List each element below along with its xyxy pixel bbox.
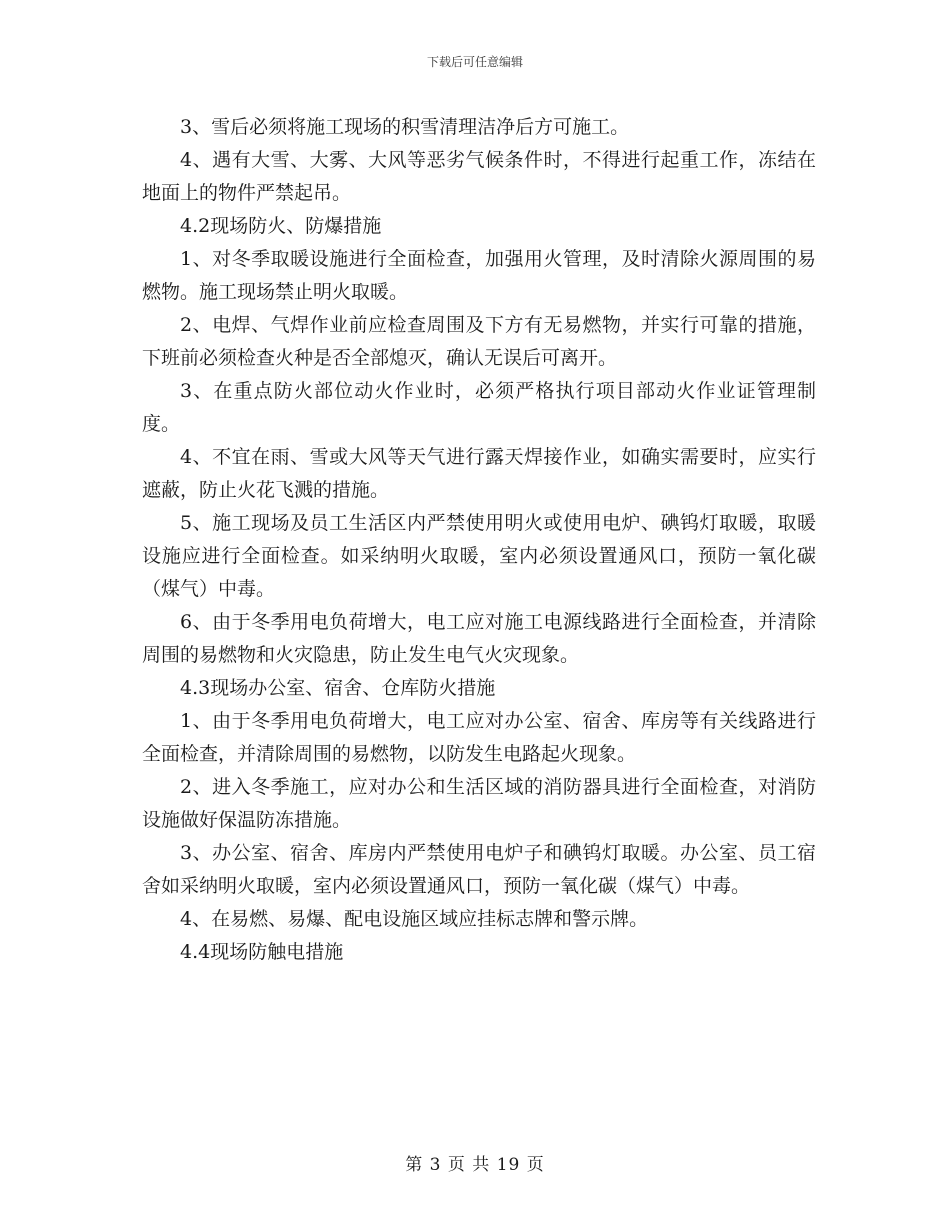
paragraph: 4、遇有大雪、大雾、大风等恶劣气候条件时，不得进行起重工作，冻结在地面上的物件严禁起吊。 <box>142 149 816 204</box>
paragraph: 2、进入冬季施工，应对办公和生活区域的消防器具进行全面检查，对消防设施做好保温防冻措施。 <box>142 776 816 831</box>
section-heading: 4.4现场防触电措施 <box>180 941 344 963</box>
section-heading: 4.3现场办公室、宿舍、仓库防火措施 <box>180 677 496 699</box>
paragraph: 3、办公室、宿舍、库房内严禁使用电炉子和碘钨灯取暖。办公室、员工宿舍如采纳明火取暖，室内必须设置通风口，预防一氧化碳（煤气）中毒。 <box>142 842 816 897</box>
paragraph: 1、对冬季取暖设施进行全面检查，加强用火管理，及时清除火源周围的易燃物。施工现场禁止明火取暖。 <box>142 248 816 303</box>
page-number: 第 3 页 共 19 页 <box>405 1155 545 1175</box>
paragraph: 4、在易燃、易爆、配电设施区域应挂标志牌和警示牌。 <box>180 908 649 930</box>
page-header-note: 下载后可任意编辑 <box>426 55 523 69</box>
paragraph: 6、由于冬季用电负荷增大，电工应对施工电源线路进行全面检查，并清除周围的易燃物和火灾隐患，防止发生电气火灾现象。 <box>142 611 816 666</box>
paragraph: 3、在重点防火部位动火作业时，必须严格执行项目部动火作业证管理制度。 <box>142 380 816 435</box>
paragraph: 4、不宜在雨、雪或大风等天气进行露天焊接作业，如确实需要时，应实行遮蔽，防止火花飞溅的措施。 <box>142 446 816 501</box>
paragraph: 2、电焊、气焊作业前应检查周围及下方有无易燃物，并实行可靠的措施，下班前必须检查火种是否全部熄灭，确认无误后可离开。 <box>142 314 816 369</box>
paragraph: 5、施工现场及员工生活区内严禁使用明火或使用电炉、碘钨灯取暖，取暖设施应进行全面检查。如采纳明火取暖，室内必须设置通风口，预防一氧化碳（煤气）中毒。 <box>142 512 816 600</box>
document-body <box>142 111 816 969</box>
section-heading: 4.2现场防火、防爆措施 <box>180 215 382 237</box>
paragraph: 1、由于冬季用电负荷增大，电工应对办公室、宿舍、库房等有关线路进行全面检查，并清除周围的易燃物，以防发生电路起火现象。 <box>142 710 816 765</box>
paragraph: 3、雪后必须将施工现场的积雪清理洁净后方可施工。 <box>180 116 630 138</box>
